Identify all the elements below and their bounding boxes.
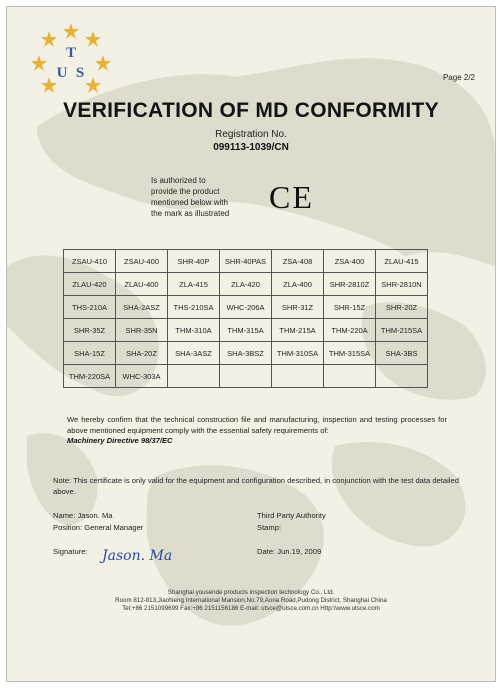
model-cell	[272, 365, 324, 388]
tus-logo	[31, 21, 111, 101]
model-row	[64, 319, 428, 342]
model-cell: SHA-3BSZ	[220, 342, 272, 365]
logo-letter-t: T	[65, 45, 77, 61]
authorization-line: the mark as illustrated	[151, 209, 230, 218]
validity-note: Note: This certificate is only valid for the equipment and configuration described, in conjunction with the test data detailed above.	[53, 476, 459, 496]
model-cell: ZSAU-410	[64, 250, 116, 273]
model-cell: THM-215A	[272, 319, 324, 342]
model-cell: ZLA-415	[168, 273, 220, 296]
model-cell: ZLA-420	[220, 273, 272, 296]
stamp-label: Stamp:	[257, 523, 282, 532]
model-row	[64, 342, 428, 365]
document-title: VERIFICATION OF MD CONFORMITY	[63, 99, 439, 122]
confirmation-text: We hereby confirm that the technical construction file and manufacturing, inspection and testing processes for above mentioned equipment comply with the essential safety requirements of:	[67, 415, 447, 435]
logo-letter-u: U	[56, 65, 68, 81]
model-cell	[168, 365, 220, 388]
registration-number: 099113-1039/CN	[213, 142, 289, 153]
model-cell: SHR-40PAS	[220, 250, 272, 273]
model-cell: ZLA-400	[272, 273, 324, 296]
model-row	[64, 365, 428, 388]
model-cell: THS-210A	[64, 296, 116, 319]
model-cell: THM-215SA	[376, 319, 428, 342]
model-cell: ZLAU-415	[376, 250, 428, 273]
authorization-line: mentioned below with	[151, 198, 228, 207]
certificate	[6, 6, 496, 682]
model-cell: ZSAU-400	[116, 250, 168, 273]
model-cell: WHC-206A	[220, 296, 272, 319]
model-cell: THM-220A	[324, 319, 376, 342]
signature-label: Signature:	[53, 547, 88, 556]
authorization-line: provide the product	[151, 187, 220, 196]
model-cell: SHA-15Z	[64, 342, 116, 365]
directive-name: Machinery Directive 98/37/EC	[67, 436, 173, 445]
model-cell: SHA-3ASZ	[168, 342, 220, 365]
position-field: Position: General Manager	[53, 523, 144, 532]
model-cell: THM-315SA	[324, 342, 376, 365]
model-cell: ZSA-408	[272, 250, 324, 273]
footer-address: Room 812-813,JiaoNeng International Mansion,No.79,Aona Road,Pudong District, Shanghai China	[115, 597, 387, 604]
model-cell	[324, 365, 376, 388]
model-cell: SHA-3BS	[376, 342, 428, 365]
model-cell: ZSA-400	[324, 250, 376, 273]
handwritten-signature: Jason. Ma	[102, 548, 173, 564]
model-cell: ZLAU-400	[116, 273, 168, 296]
model-cell: SHA-20Z	[116, 342, 168, 365]
date-field: Date: Jun.19, 2009	[257, 547, 322, 556]
model-cell: SHR-2810Z	[324, 273, 376, 296]
authorization-text	[151, 175, 261, 219]
model-cell: ZLAU-420	[64, 273, 116, 296]
model-cell: SHR-2810N	[376, 273, 428, 296]
model-cell: SHA-2ASZ	[116, 296, 168, 319]
model-row	[64, 296, 428, 319]
model-cell	[376, 365, 428, 388]
model-row	[64, 250, 428, 273]
model-cell: THM-310SA	[272, 342, 324, 365]
model-cell: SHR-40P	[168, 250, 220, 273]
model-cell: THM-220SA	[64, 365, 116, 388]
authorization-line: Is authorized to	[151, 176, 206, 185]
model-cell: WHC-303A	[116, 365, 168, 388]
ce-mark: CE	[269, 179, 314, 215]
model-cell: SHR-20Z	[376, 296, 428, 319]
footer-company: Shanghai yousende products inspection technology Co., Ltd.	[167, 589, 335, 596]
third-party-authority: Third Party Authority	[257, 511, 326, 520]
registration-label: Registration No.	[215, 129, 287, 140]
model-cell: SHR-35Z	[64, 319, 116, 342]
footer-contact: Tel:+86 2151099699 Fax:+86 2151156186 E-mail: utsce@utsce.com.cn Http:\\www.utsce.com	[122, 605, 380, 612]
model-cell: SHR-31Z	[272, 296, 324, 319]
model-cell: SHR-35N	[116, 319, 168, 342]
name-field: Name: Jason. Ma	[53, 511, 113, 520]
model-table	[63, 249, 428, 388]
model-cell: THS-210SA	[168, 296, 220, 319]
model-cell: SHR-15Z	[324, 296, 376, 319]
model-cell	[220, 365, 272, 388]
model-cell: THM-310A	[168, 319, 220, 342]
page-number: Page 2/2	[442, 73, 475, 82]
model-cell: THM-315A	[220, 319, 272, 342]
logo-letter-s: S	[75, 65, 85, 81]
model-row	[64, 273, 428, 296]
